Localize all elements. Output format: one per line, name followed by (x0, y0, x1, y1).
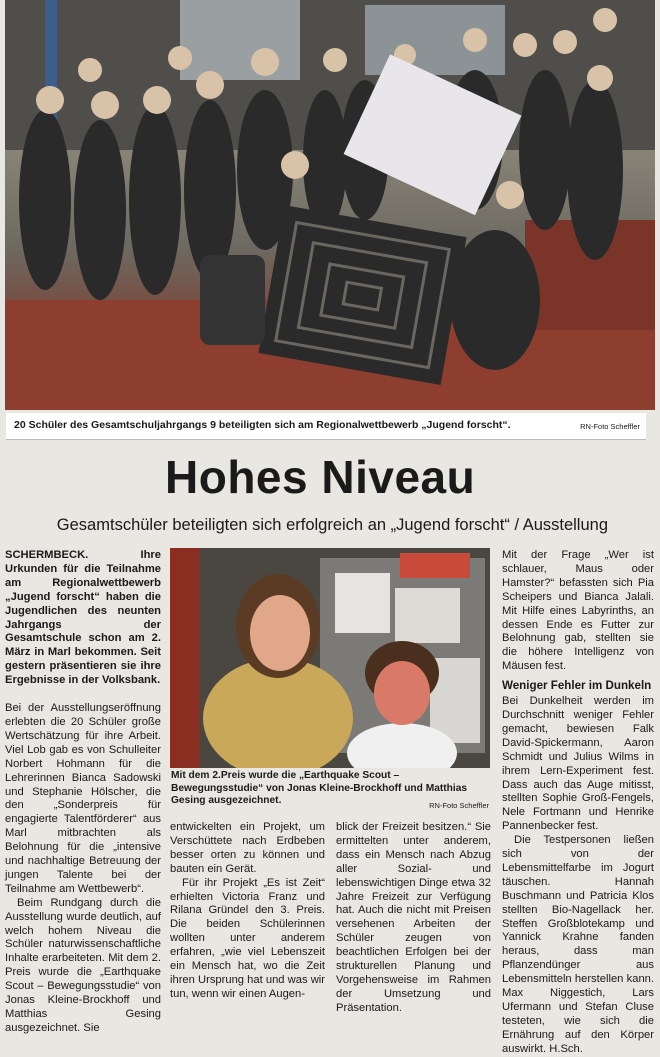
paragraph: blick der Freizeit besitzen.“ Sie ermittelten unter anderem, dass ein Mensch nach Abzug aller Sozial- und lebenswichtigen Dinge etwa 32 Jahre Freizeit zur Verfügung hat. Auch die nicht mit Preisen versehenen Arbeiten der Schüler zeugen von beachtlichen Erfolgen bei der strukturellen Planung und Vorgehensweise im Rahmen der Umsetzung und Präsentation. (336, 821, 491, 1014)
paragraph-text: Die Testpersonen ließen sich von der Lebensmittelfarbe im Jogurt täuschen. Hannah Buschmann und Patricia Klos stellten Bio-Nagellack her. Steffen Großblotekamp und Yannick Krahne fanden heraus, dass man Pflanzendünger aus Lebensmitteln herstellen kann. Max Niggestich, Lars Ufermann und Stefan Cluse testeten, wie sich die Ernährung auf den Körper auswirkt. (502, 834, 654, 1055)
paragraph (502, 834, 654, 1057)
paragraph: Bei Dunkelheit werden im Durchschnitt weniger Fehler gemacht, bewiesen Falk David-Spickermann, Aaron Schmidt und Julius Wilms in ihrem Lern-Experiment fest. Dass auch das Auge mitisst, stellten Sophie Groß-Fengels, Nele Fortmann und Henrike Pannenbecker fest. (502, 695, 654, 833)
group-photo (5, 0, 655, 410)
article-column-1 (5, 549, 161, 1036)
article-column-2 (170, 821, 325, 1002)
prize-photo-illustration (170, 548, 490, 768)
top-photo-caption-bar (6, 413, 646, 440)
paragraph: Bei der Ausstellungseröffnung erlebten die 20 Schüler große Wertschätzung für ihre Arbeit. Viel Lob gab es von Schulleiter Norbert Hohmann für die Lehrerinnen Bianca Sadowski und Stephanie Hölscher, die den „Sonderpreis für engagierte Talentförderer“ aus Marl mitbrachten als Belohnung für die „intensive und nachhaltige Betreuung der jungen Talente bei der Teilnahme am Wettbewerb“. (5, 702, 161, 895)
paragraph: Für ihr Projekt „Es ist Zeit“ erhielten Victoria Franz und Rilana Gründel den 3. Preis. Die beiden Schülerinnen wollten unter anderem erfahren, „wie viel Lebenszeit ein Mensch hat, wo die Zeit ihren Ursprung hat und was wir tun, wenn wir einen Augen- (170, 876, 325, 1000)
prize-photo-caption: Mit dem 2.Preis wurde die „Earthquake Scout – Bewegungsstudie“ von Jonas Kleine-Brockhoff und Matthias Gesing ausgezeichnet. (171, 770, 468, 807)
top-photo-credit: RN-Foto Scheffler (580, 422, 640, 431)
subheadline: Gesamtschüler beteiligten sich erfolgreich an „Jugend forscht“ / Ausstellung (56, 516, 608, 534)
top-photo-caption: 20 Schüler des Gesamtschuljahrgangs 9 beteiligten sich am Regionalwettbewerb „Jugend forscht“. (14, 419, 511, 431)
author-signature: H.Sch. (549, 1042, 583, 1055)
paragraph: Beim Rundgang durch die Ausstellung wurde deutlich, auf welch hohem Niveau die Schüler naturwissenschaftliche Inhalte erarbeiteten. Mit dem 2. Preis wurde die „Earthquake Scout – Bewegungsstudie“ von Jonas Kleine-Brockhoff und Matthias Gesing ausgezeichnet. Sie (5, 896, 161, 1034)
prize-photo (170, 548, 490, 768)
article-column-4 (502, 549, 654, 1057)
prize-photo-credit: RN-Foto Scheffler (429, 801, 489, 810)
group-photo-illustration (5, 0, 655, 410)
section-subheading: Weniger Fehler im Dunkeln (502, 679, 652, 693)
headline: Hohes Niveau (165, 451, 476, 503)
prize-photo-caption-block (171, 770, 491, 808)
paragraph: Mit der Frage „Wer ist schlauer, Maus oder Hamster?“ befassten sich Pia Scheipers und Bianca Jalali. Mit Hilfe eines Labyrinths, an dessen Ende es Futter zur Belohnung gab, stellten sie die höhere Intelligenz von Mäusen fest. (502, 549, 654, 673)
paragraph: entwickelten ein Projekt, um Verschüttete nach Erdbeben besser orten zu können und bauten ein Gerät. (170, 821, 325, 875)
article-column-3 (336, 821, 491, 1016)
lead-paragraph: SCHERMBECK. Ihre Urkunden für die Teilnahme am Regionalwettbewerb „Jugend forscht“ haben die Jugendlichen des neunten Jahrgangs der Gesamtschule schon am 2. März in Marl bekommen. Seit gestern präsentieren sie ihre Ergebnisse in der Volksbank. (5, 549, 161, 687)
